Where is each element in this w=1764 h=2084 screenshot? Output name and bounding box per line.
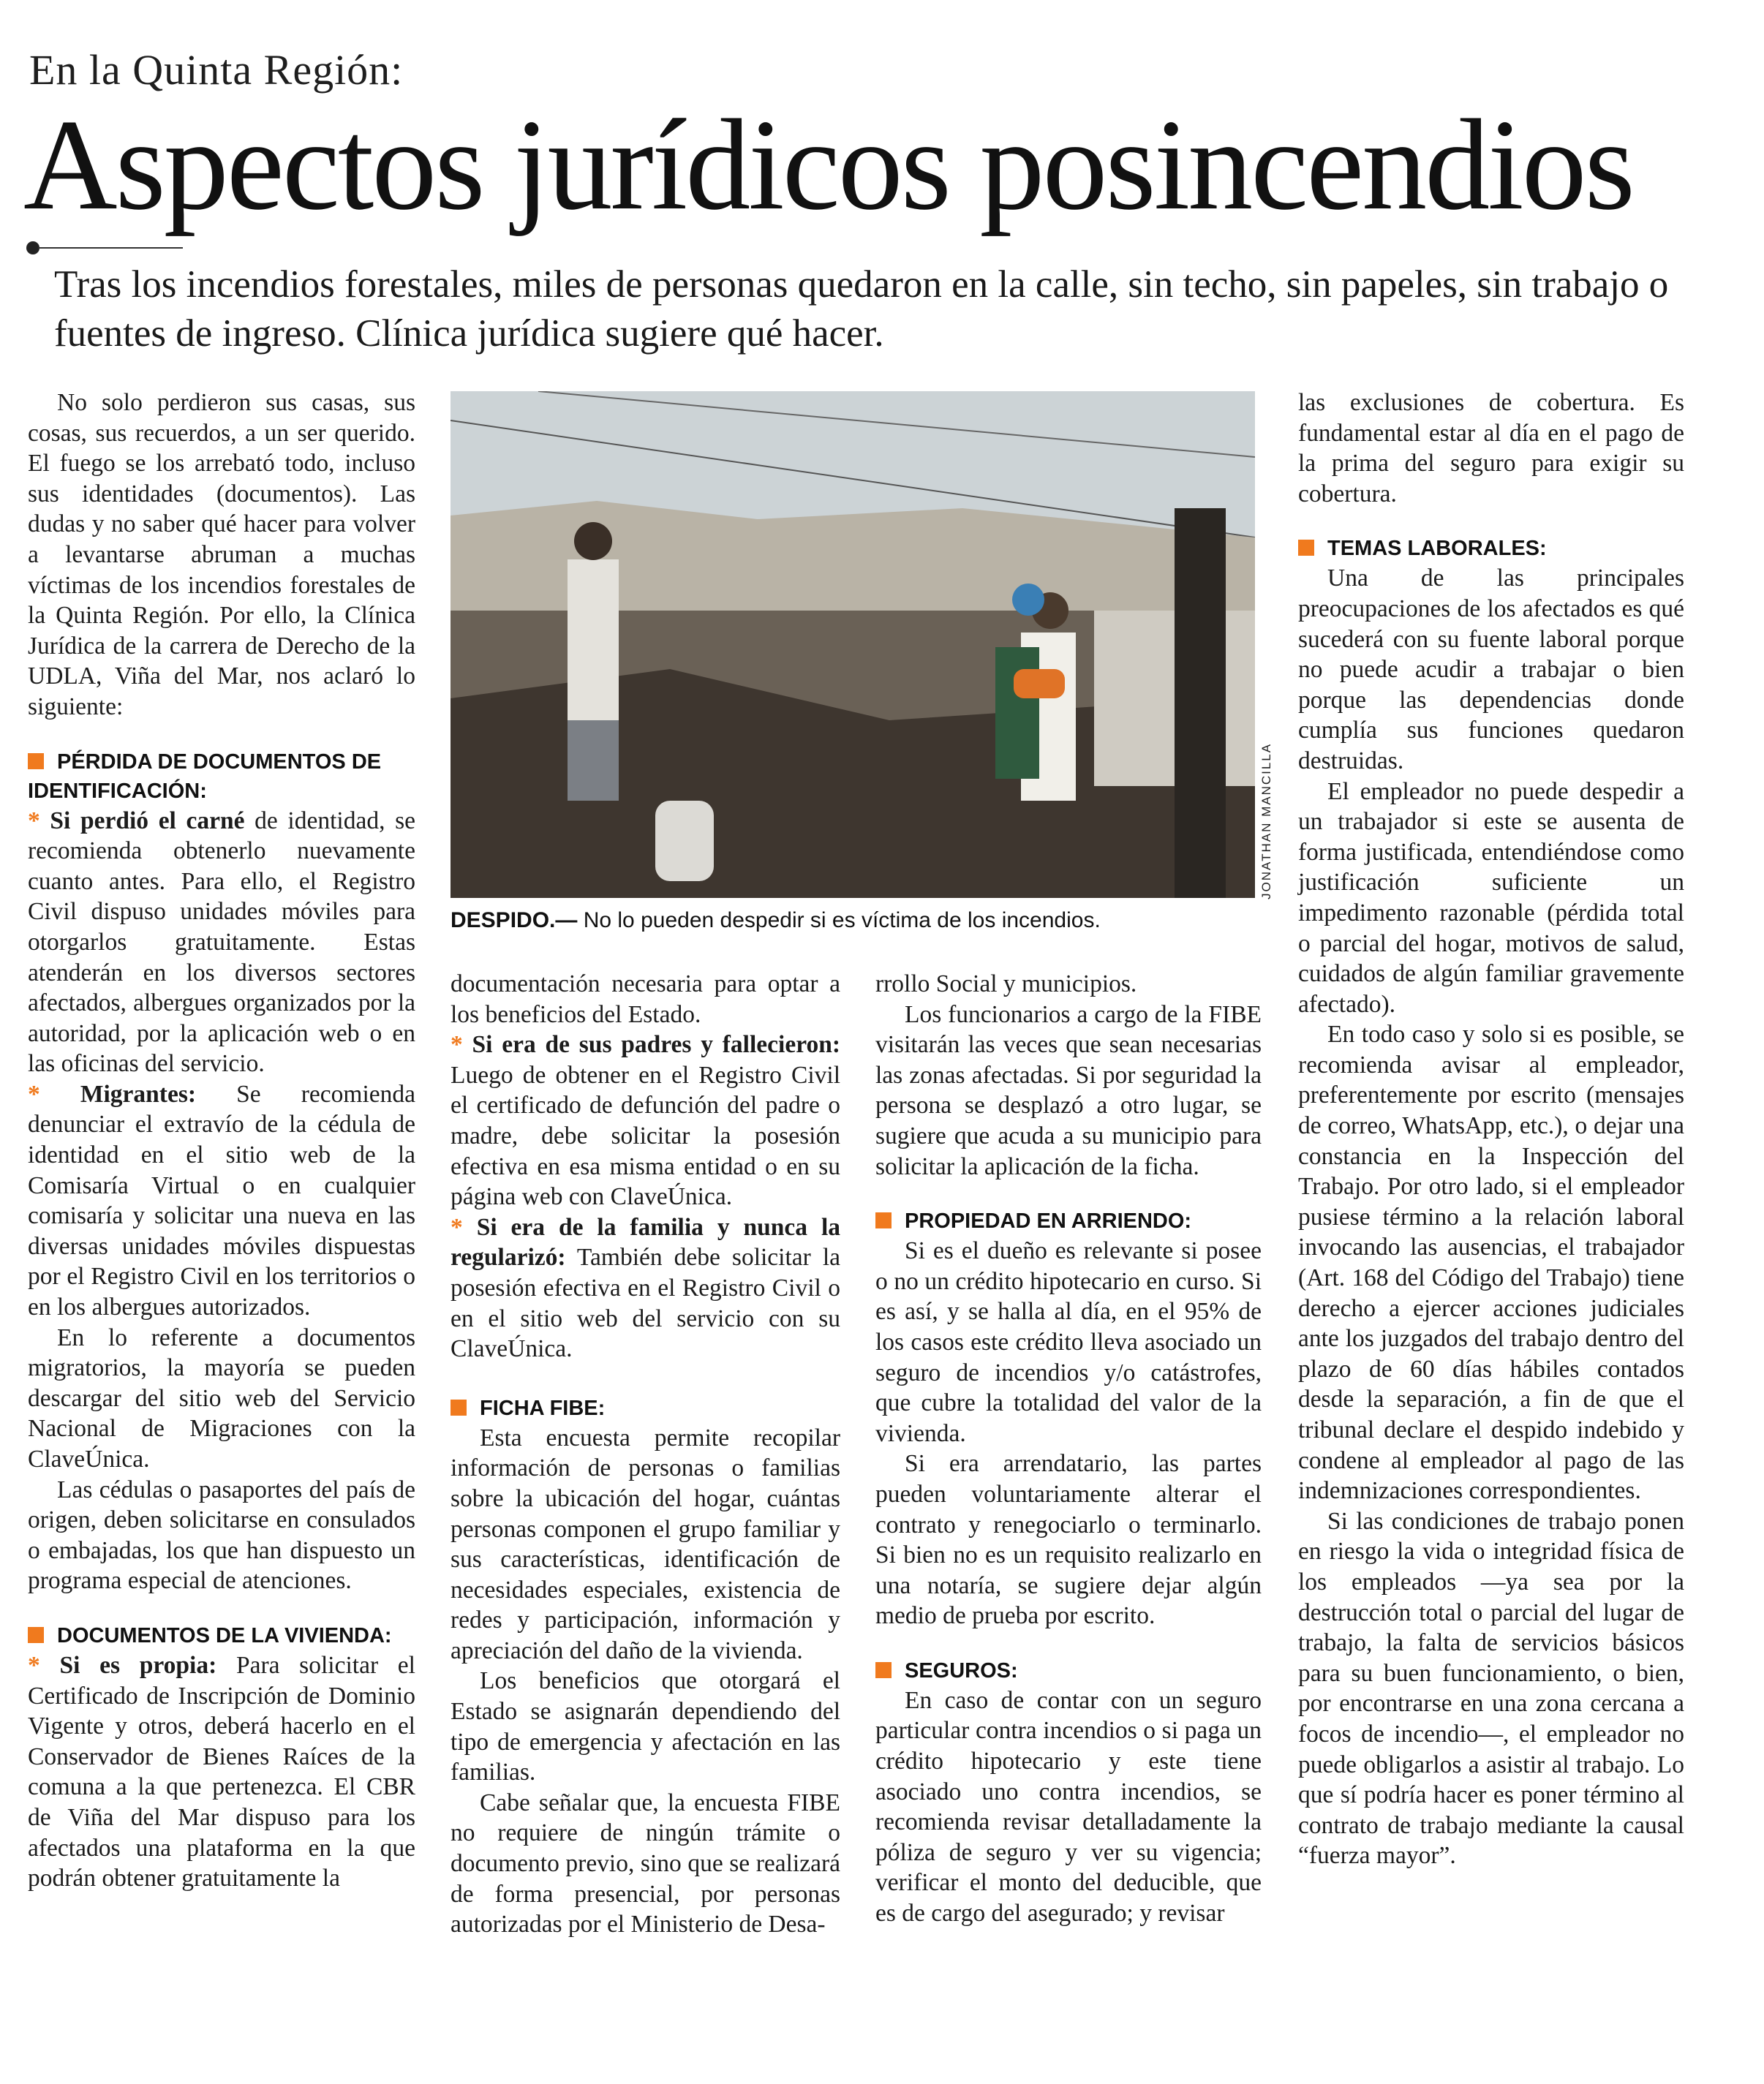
section-heading: PROPIEDAD EN ARRIENDO: [875, 1207, 1262, 1236]
rule-line [38, 247, 183, 249]
paragraph: Una de las principales preocupaciones de los afectados es qué sucederá con su fuente laboral porque no puede acudir a trabajar o bien porque las dependencias donde cumplía sus funciones quedaron destruidas. [1298, 565, 1684, 774]
paragraph: Si es el dueño es relevante si posee o no un crédito hipotecario en curso. Si es así, y se halla al día, en el 95% de los casos este crédito lleva asociado un seguro de incendios y/o catástrofes, que cubre la totalidad del valor de la vivienda. [875, 1237, 1262, 1447]
kicker: En la Quinta Región: [29, 46, 404, 94]
asterisk-icon: * [451, 1213, 463, 1241]
asterisk-icon: * [28, 1080, 40, 1108]
asterisk-icon: * [451, 1031, 463, 1059]
paragraph: * Si es propia: Para solicitar el Certificado de Inscripción de Dominio Vigente y otros, deberá hacerlo en el Conservador de Bienes Raíces de la comuna a la que pertenezca. El CBR de Viña del Mar dispuso para los afectados una plataforma en la que podrán obtener gratuitamente la [28, 1651, 415, 1892]
paragraph: * Si era de la familia y nunca la regularizó: También debe solicitar la posesión efectiva en el Registro Civil o en el sitio web del servicio con su ClaveÚnica. [451, 1213, 840, 1363]
paragraph: En todo caso y solo si es posible, se recomienda avisar al empleador, preferentemente por escrito (mensajes de correo, WhatsApp, etc.), o dejar una constancia en la Inspección del Trabajo. Por otro lado, si el empleador pusiese término a la relación laboral invocando las ausencias, el trabajador (Art. 168 del Código del Trabajo) tiene derecho a ejercer acciones judiciales ante los juzgados del trabajo dentro del plazo de 60 días hábiles contados desde la separación, a fin de que el tribunal declare el despido indebido y condene al empleador al pago de las indemnizaciones correspondientes. [1298, 1021, 1684, 1505]
paragraph: En caso de contar con un seguro particular contra incendios o si paga un crédito hipotecario y este tiene asociado uno contra incendios, se recomienda revisar detalladamente la póliza de seguro y ver su vigencia; verificar el monto del deducible, que es de cargo del asegurado; y revisar [875, 1686, 1262, 1928]
asterisk-icon: * [28, 1651, 40, 1679]
paragraph: Los beneficios que otorgará el Estado se asignarán dependiendo del tipo de emergencia y afectación en las familias. [451, 1667, 840, 1786]
paragraph: Los funcionarios a cargo de la FIBE visitarán las veces que sean necesarias las zonas afectadas. Si por seguridad la persona se desplazó a otro lugar, se sugiere que acuda a su municipio para solicitar la aplicación de la ficha. [875, 1000, 1262, 1180]
deck: Tras los incendios forestales, miles de personas quedaron en la calle, sin techo, sin papeles, sin trabajo o fuentes de ingreso. Clínica jurídica sugiere qué hacer. [54, 263, 1669, 355]
section-heading: TEMAS LABORALES: [1298, 534, 1684, 563]
section-heading: SEGUROS: [875, 1656, 1262, 1685]
orange-square-icon [875, 1662, 892, 1678]
paragraph: En lo referente a documentos migratorios, la mayoría se pueden descargar del sitio web del Servicio Nacional de Migraciones con la ClaveÚnica. [28, 1324, 415, 1473]
section-heading: FICHA FIBE: [451, 1394, 840, 1423]
section-heading: PÉRDIDA DE DOCUMENTOS DE IDENTIFICACIÓN: [28, 750, 382, 803]
column-4 [1298, 388, 1684, 1871]
column-2 [451, 969, 840, 1940]
photo-caption: DESPIDO.— No lo pueden despedir si es víctima de los incendios. [451, 908, 1101, 932]
orange-square-icon [1298, 540, 1314, 556]
paragraph: * Si era de sus padres y fallecieron: Luego de obtener en el Registro Civil el certificado de defunción del padre o madre, debe solicitar la posesión efectiva en esa misma entidad o en su página web con ClaveÚnica. [451, 1031, 840, 1211]
orange-square-icon [451, 1400, 467, 1416]
paragraph: Cabe señalar que, la encuesta FIBE no requiere de ningún trámite o documento previo, sino que se realizará de forma presencial, por personas autorizadas por el Ministerio de Desa- [451, 1789, 840, 1938]
paragraph: El empleador no puede despedir a un trabajador si este se ausenta de forma justificada, entendiéndose como justificación suficiente un impedimento razonable (pérdida total o parcial del hogar, motivos de salud, cuidados de algún familiar gravemente afectado). [1298, 777, 1684, 1018]
photo-credit: JONATHAN MANCILLA [1259, 742, 1273, 899]
paragraph: * Migrantes: Se recomienda denunciar el extravío de la cédula de identidad en el sitio web de la Comisaría Virtual o en cualquier comisaría y solicitar una nueva en las diversas unidades móviles dispuestas por el Registro Civil en los territorios o en los albergues autorizados. [28, 1080, 416, 1321]
orange-square-icon [875, 1212, 892, 1228]
paragraph: Si era arrendatario, las partes pueden voluntariamente alterar el contrato y renegociarlo o terminarlo. Si bien no es un requisito realizarlo en una notaría, se sugiere dejar algún medio de prueba por escrito. [875, 1450, 1262, 1630]
paragraph: las exclusiones de cobertura. Es fundamental estar al día en el pago de la prima del seguro para exigir su cobertura. [1298, 389, 1684, 507]
section-heading: DOCUMENTOS DE LA VIVIENDA: [28, 1621, 415, 1650]
paragraph: Si las condiciones de trabajo ponen en riesgo la vida o integridad física de los empleados —ya sea por la destrucción total o parcial del lugar de trabajo, la falta de servicios básicos para su buen funcionamiento, o bien, por encontrarse en una zona cercana a focos de incendio—, el empleador no puede obligarlos a asistir al trabajo. Lo que sí podría hacer es poner término al contrato de trabajo mediante la causal “fuerza mayor”. [1298, 1507, 1684, 1870]
paragraph: rrollo Social y municipios. [875, 970, 1137, 997]
news-photo [451, 391, 1255, 898]
headline: Aspectos jurídicos posincendios [23, 92, 1633, 237]
orange-square-icon [28, 753, 44, 769]
column-3 [875, 969, 1262, 1929]
asterisk-icon: * [28, 807, 40, 834]
paragraph: * Si perdió el carné de identidad, se recomienda obtenerlo nuevamente cuanto antes. Para ello, el Registro Civil dispuso unidades móviles para otorgarlos gratuitamente. Estas atenderán en los diversos sectores afectados, albergues organizados por la autoridad, por la aplicación web o en las oficinas del servicio. [28, 807, 416, 1078]
paragraph: Esta encuesta permite recopilar información de personas o familias sobre la ubicación del hogar, cuántas personas componen el grupo familiar y sus características, identificación de necesidades especiales, existencia de redes y participación, información y apreciación del daño de la vivienda. [451, 1424, 840, 1664]
paragraph: Las cédulas o pasaportes del país de origen, deben solicitarse en consulados o embajadas, los que han dispuesto un programa especial de atenciones. [28, 1476, 415, 1595]
paragraph: documentación necesaria para optar a los beneficios del Estado. [451, 970, 840, 1028]
column-1 [28, 388, 415, 1894]
paragraph: No solo perdieron sus casas, sus cosas, sus recuerdos, a un ser querido. El fuego se los arrebató todo, incluso sus identidades (documentos). Las dudas y no saber qué hacer para volver a levantarse abruman a muchas víctimas de los incendios forestales de la Quinta Región. Por ello, la Clínica Jurídica de la carrera de Derecho de la UDLA, Viña del Mar, nos aclaró lo siguiente: [28, 389, 415, 720]
orange-square-icon [28, 1627, 44, 1643]
